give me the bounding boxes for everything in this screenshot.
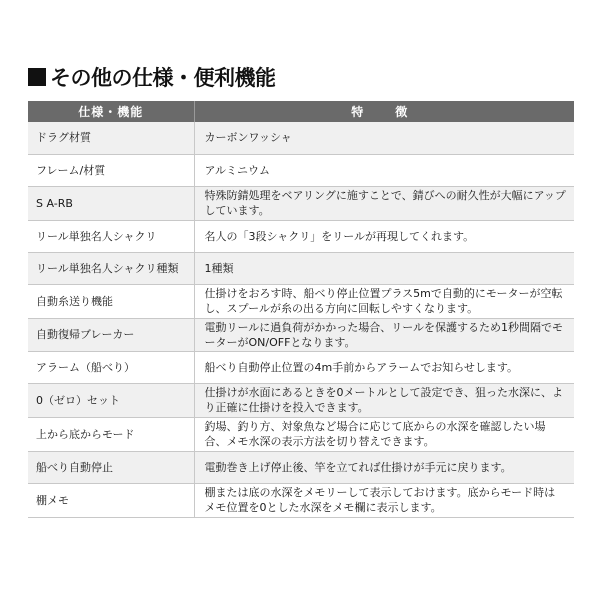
spec-table-header bbox=[28, 101, 574, 122]
square-bullet-icon bbox=[28, 68, 46, 86]
spec-desc: カーボンワッシャ bbox=[194, 122, 574, 154]
table-row bbox=[28, 252, 574, 284]
table-row bbox=[28, 383, 574, 417]
spec-table bbox=[28, 101, 574, 518]
spec-name: 0（ゼロ）セット bbox=[28, 383, 194, 417]
table-row bbox=[28, 154, 574, 186]
spec-name: 船べり自動停止 bbox=[28, 451, 194, 483]
header-feature: 特 徴 bbox=[194, 101, 574, 122]
spec-name: S A-RB bbox=[28, 186, 194, 220]
spec-name: ドラグ材質 bbox=[28, 122, 194, 154]
spec-desc: 仕掛けが水面にあるときを0メートルとして設定でき、狙った水深に、より正確に仕掛けを投入できます。 bbox=[194, 383, 574, 417]
table-row bbox=[28, 351, 574, 383]
spec-desc: アルミニウム bbox=[194, 154, 574, 186]
spec-desc: 棚または底の水深をメモリーして表示しておけます。底からモード時はメモ位置を0とした水深をメモ欄に表示します。 bbox=[194, 483, 574, 517]
spec-name: 自動復帰ブレーカー bbox=[28, 318, 194, 351]
spec-desc: 電動リールに過負荷がかかった場合、リールを保護するため1秒間隔でモーターがON/OFFとなります。 bbox=[194, 318, 574, 351]
spec-desc: 1種類 bbox=[194, 252, 574, 284]
table-row bbox=[28, 451, 574, 483]
spec-name: 棚メモ bbox=[28, 483, 194, 517]
table-row bbox=[28, 122, 574, 154]
spec-desc: 仕掛けをおろす時、船べり停止位置プラス5mで自動的にモーターが空転し、スプールが糸の出る方向に回転しやすくなります。 bbox=[194, 284, 574, 318]
table-row bbox=[28, 284, 574, 318]
spec-desc: 特殊防錆処理をベアリングに施すことで、錆びへの耐久性が大幅にアップしています。 bbox=[194, 186, 574, 220]
spec-desc: 電動巻き上げ停止後、竿を立てれば仕掛けが手元に戻ります。 bbox=[194, 451, 574, 483]
spec-desc: 名人の「3段シャクリ」をリールが再現してくれます。 bbox=[194, 220, 574, 252]
table-row bbox=[28, 318, 574, 351]
spec-name: リール単独名人シャクリ bbox=[28, 220, 194, 252]
spec-desc: 釣場、釣り方、対象魚など場合に応じて底からの水深を確認したい場合、メモ水深の表示方法を切り替えできます。 bbox=[194, 417, 574, 451]
table-row bbox=[28, 220, 574, 252]
spec-name: 上から底からモード bbox=[28, 417, 194, 451]
spec-name: リール単独名人シャクリ種類 bbox=[28, 252, 194, 284]
spec-name: アラーム（船べり） bbox=[28, 351, 194, 383]
table-row bbox=[28, 186, 574, 220]
spec-name: 自動糸送り機能 bbox=[28, 284, 194, 318]
table-row bbox=[28, 417, 574, 451]
table-row bbox=[28, 483, 574, 517]
spec-desc: 船べり自動停止位置の4m手前からアラームでお知らせします。 bbox=[194, 351, 574, 383]
section-heading bbox=[28, 62, 276, 92]
header-spec-function: 仕様・機能 bbox=[28, 101, 194, 122]
section-heading-text: その他の仕様・便利機能 bbox=[50, 66, 276, 90]
spec-name: フレーム/材質 bbox=[28, 154, 194, 186]
